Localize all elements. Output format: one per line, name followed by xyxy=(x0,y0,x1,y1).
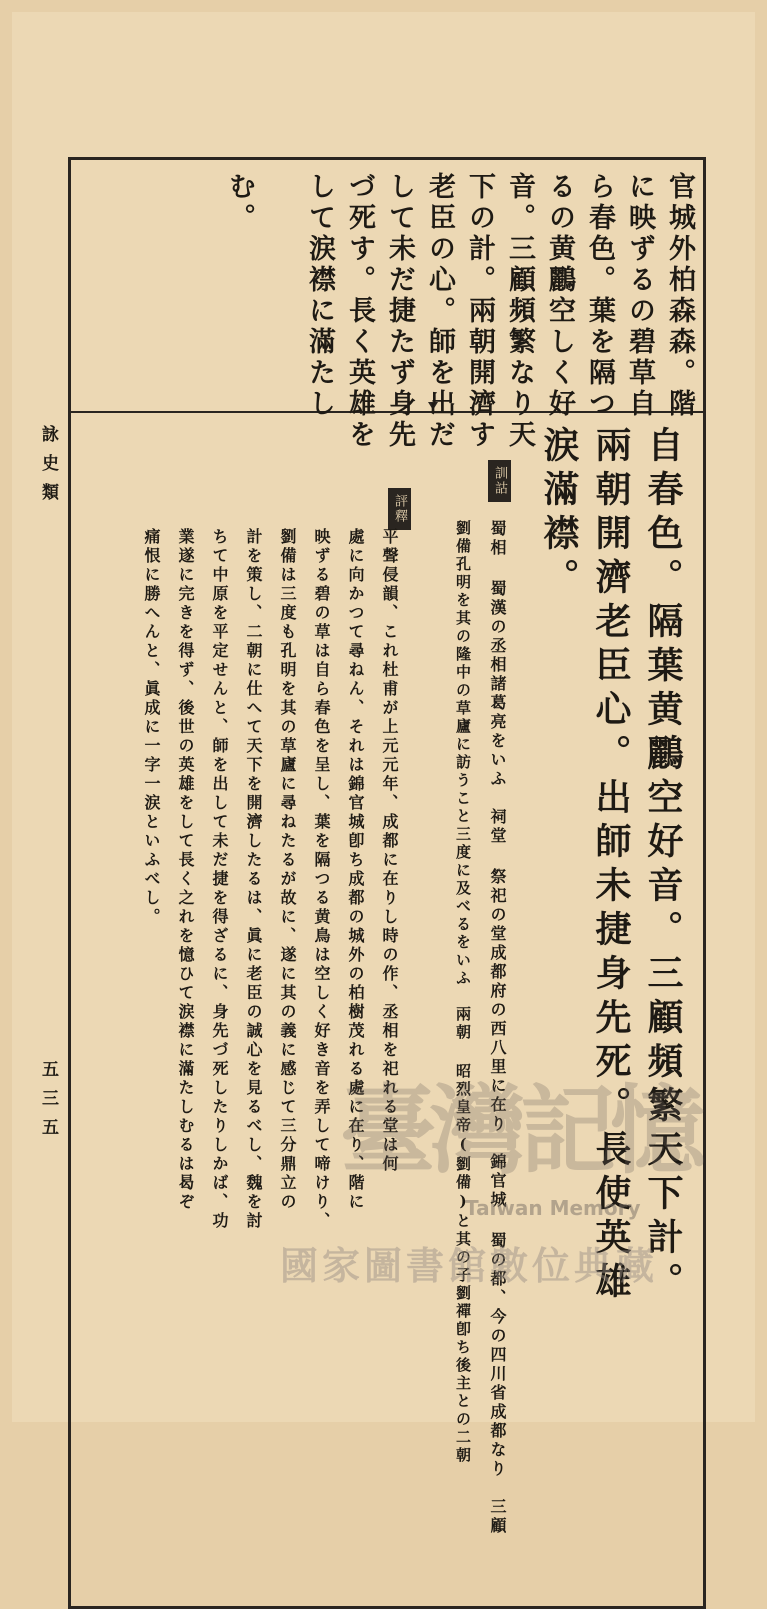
poem-top-col: づ死す。長く英雄を xyxy=(344,172,375,451)
poem-top-col: む。 xyxy=(224,172,255,234)
poem-top-col: して涙襟に滿たし xyxy=(304,172,335,420)
watermark-logo: 臺灣記憶 xyxy=(340,1074,700,1187)
hyoshaku-col: ちて中原を平定せんと、師を出して未だ捷を得ざるに、身先づ死したりしかば、功 xyxy=(210,528,229,1231)
poem-main-col: 涙滿襟。 xyxy=(538,426,580,602)
poem-top-col: に映ずるの碧草自 xyxy=(624,172,655,420)
poem-main-col: 兩朝開濟老臣心。出師未捷身先死。長使英雄 xyxy=(590,426,632,1306)
poem-top-col: ら春色。葉を隔つ xyxy=(584,172,615,420)
hyoshaku-col: 平聲侵韻、これ杜甫が上元元年、成都に在りし時の作、丞相を祀れる堂は何 xyxy=(380,528,399,1174)
watermark-english: Taiwan Memory xyxy=(465,1196,641,1220)
poem-main-col: 自春色。隔葉黄鸝空好音。三顧頻繁天下計。 xyxy=(642,426,684,1306)
poem-top-col: 下の計。兩朝開濟す xyxy=(464,172,495,451)
poem-top-col: るの黄鸝空しく好 xyxy=(544,172,575,420)
poem-top-col: 音。三顧頻繁なり天 xyxy=(504,172,535,451)
kunko-label: 訓詁 xyxy=(488,460,511,502)
watermark-library: 國家圖書館數位典藏 xyxy=(280,1244,659,1288)
poem-top-col: 老臣の心。師を出だ xyxy=(424,172,455,451)
poem-top-col: 官城外柏森森。階 xyxy=(664,172,695,420)
hyoshaku-col: 業遂に完きを得ず、後世の英雄をして長く之れを憶ひて涙襟に滿たしむるは曷ぞ xyxy=(176,528,195,1212)
kunko-col: 蜀相 蜀漢の丞相諸葛亮をいふ 祠堂 祭祀の堂成都府の西八里に在り 錦官城 蜀の都、今の四川省成都なり 三顧 xyxy=(488,520,507,1536)
hyoshaku-col: 計を策し、二朝に仕へて天下を開濟したるは、眞に老臣の誠心を見るべし、魏を討 xyxy=(244,528,263,1231)
page-number: 五三五 xyxy=(38,1060,58,1147)
poem-top-col: して未だ捷たず身先 xyxy=(384,172,415,451)
hyoshaku-col: 映ずる碧の草は自ら春色を呈し、葉を隔つる黄鳥は空しく好き音を弄して啼けり、 xyxy=(312,528,331,1231)
hyoshaku-col: 處に向かつて尋ねん、それは錦官城卽ち成都の城外の柏樹茂れる處に在り、階に xyxy=(346,528,365,1212)
hyoshaku-label: 評釋 xyxy=(388,488,411,530)
kunko-col: 劉備孔明を其の隆中の草廬に訪うこと三度に及べるをいふ 兩朝 昭烈皇帝(劉備)と其の子劉禪卽ち後主との二朝 xyxy=(454,520,472,1465)
hyoshaku-col: 劉備は三度も孔明を其の草廬に尋ねたるが故に、遂に其の義に感じて三分鼎立の xyxy=(278,528,297,1212)
side-title: 詠史類 xyxy=(38,425,58,512)
hyoshaku-col: 痛恨に勝へんと、眞成に一字一涙といふべし。 xyxy=(142,528,161,927)
